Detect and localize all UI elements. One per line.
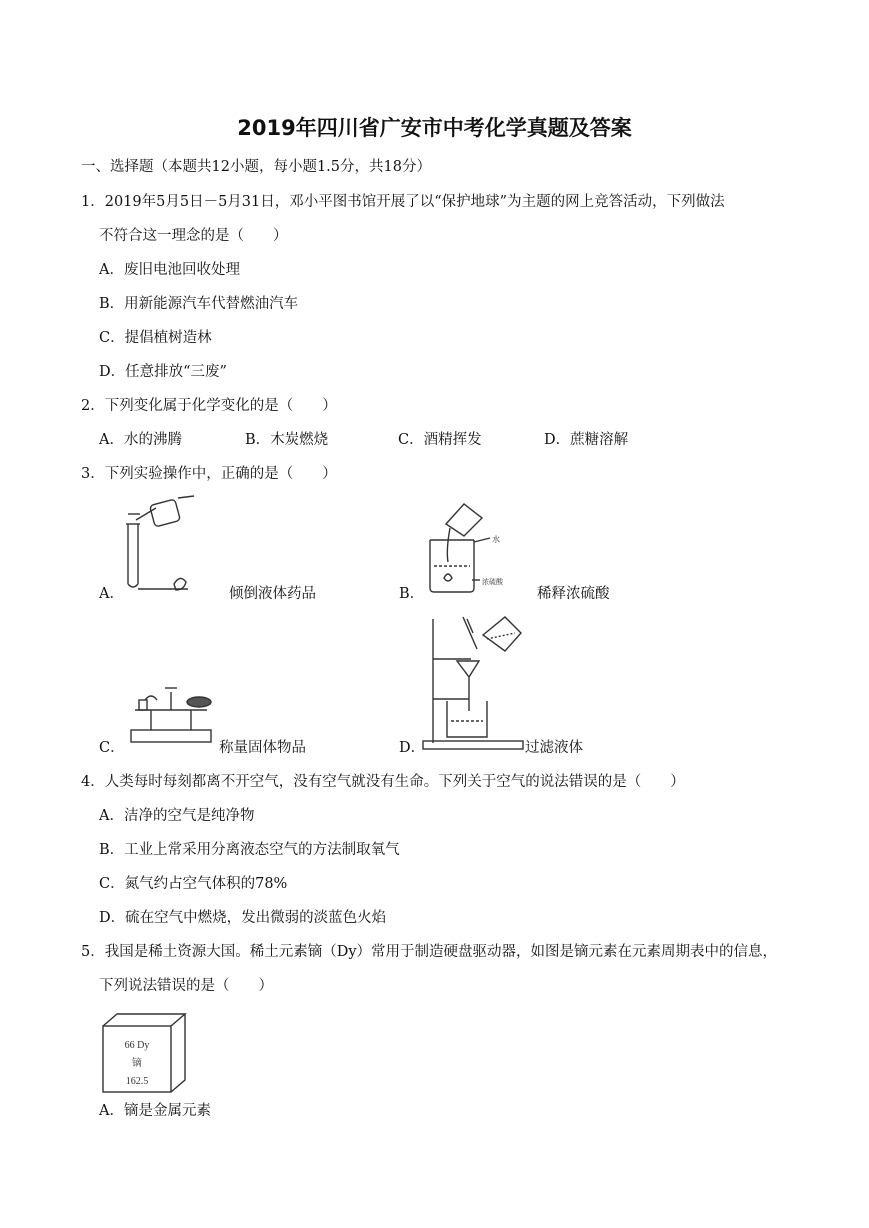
q2-option-b: B．木炭燃烧 xyxy=(245,432,329,448)
element-mass: 162.5 xyxy=(125,1076,149,1087)
q4-stem: 4．人类每时每刻都离不开空气，没有空气就没有生命。下列关于空气的说法错误的是（ ） xyxy=(81,774,685,790)
figure-b-water-label: 水 xyxy=(492,535,500,544)
q4-option-d: D．硫在空气中燃烧，发出微弱的淡蓝色火焰 xyxy=(99,910,387,926)
q3-option-c-letter: C． xyxy=(99,740,125,756)
q3-option-d-label: 过滤液体 xyxy=(525,740,583,756)
q3-stem: 3．下列实验操作中，正确的是（ ） xyxy=(81,466,337,482)
element-tile-figure xyxy=(101,1012,187,1094)
q3-option-a-label: 倾倒液体药品 xyxy=(229,586,316,602)
q3-option-b-label: 稀释浓硫酸 xyxy=(537,586,610,602)
q4-option-a: A．洁净的空气是纯净物 xyxy=(99,808,255,824)
q5-stem-line2: 下列说法错误的是（ ） xyxy=(99,978,273,994)
page-title: 2019年四川省广安市中考化学真题及答案 xyxy=(237,116,632,140)
q1-stem-line2: 不符合这一理念的是（ ） xyxy=(99,228,288,244)
q1-option-c: C．提倡植树造林 xyxy=(99,330,212,346)
q2-option-c: C．酒精挥发 xyxy=(398,432,482,448)
q3-option-c-label: 称量固体物品 xyxy=(219,740,306,756)
section-heading: 一、选择题（本题共12小题，每小题1.5分，共18分） xyxy=(81,159,431,175)
q3-option-d-letter: D． xyxy=(399,740,426,756)
balance-figure xyxy=(125,678,217,748)
dilute-acid-figure xyxy=(424,500,524,600)
pouring-liquid-figure xyxy=(118,494,208,604)
q3-option-b-letter: B． xyxy=(399,586,425,602)
q5-stem-line1: 5．我国是稀土资源大国。稀土元素镝（Dy）常用于制造硬盘驱动器，如图是镝元素在元素周期表中的信息， xyxy=(81,944,778,960)
q2-option-d: D．蔗糖溶解 xyxy=(544,432,629,448)
q4-option-c: C．氮气约占空气体积的78% xyxy=(99,876,288,892)
q5-option-a: A．镝是金属元素 xyxy=(99,1103,211,1119)
q4-option-b: B．工业上常采用分离液态空气的方法制取氧气 xyxy=(99,842,400,858)
q2-option-a: A．水的沸腾 xyxy=(99,432,182,448)
q1-option-b: B．用新能源汽车代替燃油汽车 xyxy=(99,296,299,312)
q3-option-a-letter: A． xyxy=(99,586,124,602)
filtration-figure xyxy=(421,613,533,753)
q1-option-a: A．废旧电池回收处理 xyxy=(99,262,240,278)
q1-stem-line1: 1．2019年5月5日－5月31日，邓小平图书馆开展了以“保护地球”为主题的网上竞答活动，下列做法 xyxy=(81,194,725,210)
q1-option-d: D．任意排放“三废” xyxy=(99,364,227,380)
q2-stem: 2．下列变化属于化学变化的是（ ） xyxy=(81,398,337,414)
element-number-symbol: 66 Dy xyxy=(124,1040,150,1051)
element-name: 镝 xyxy=(132,1058,142,1069)
figure-b-acid-label: 浓硫酸 xyxy=(482,578,503,586)
